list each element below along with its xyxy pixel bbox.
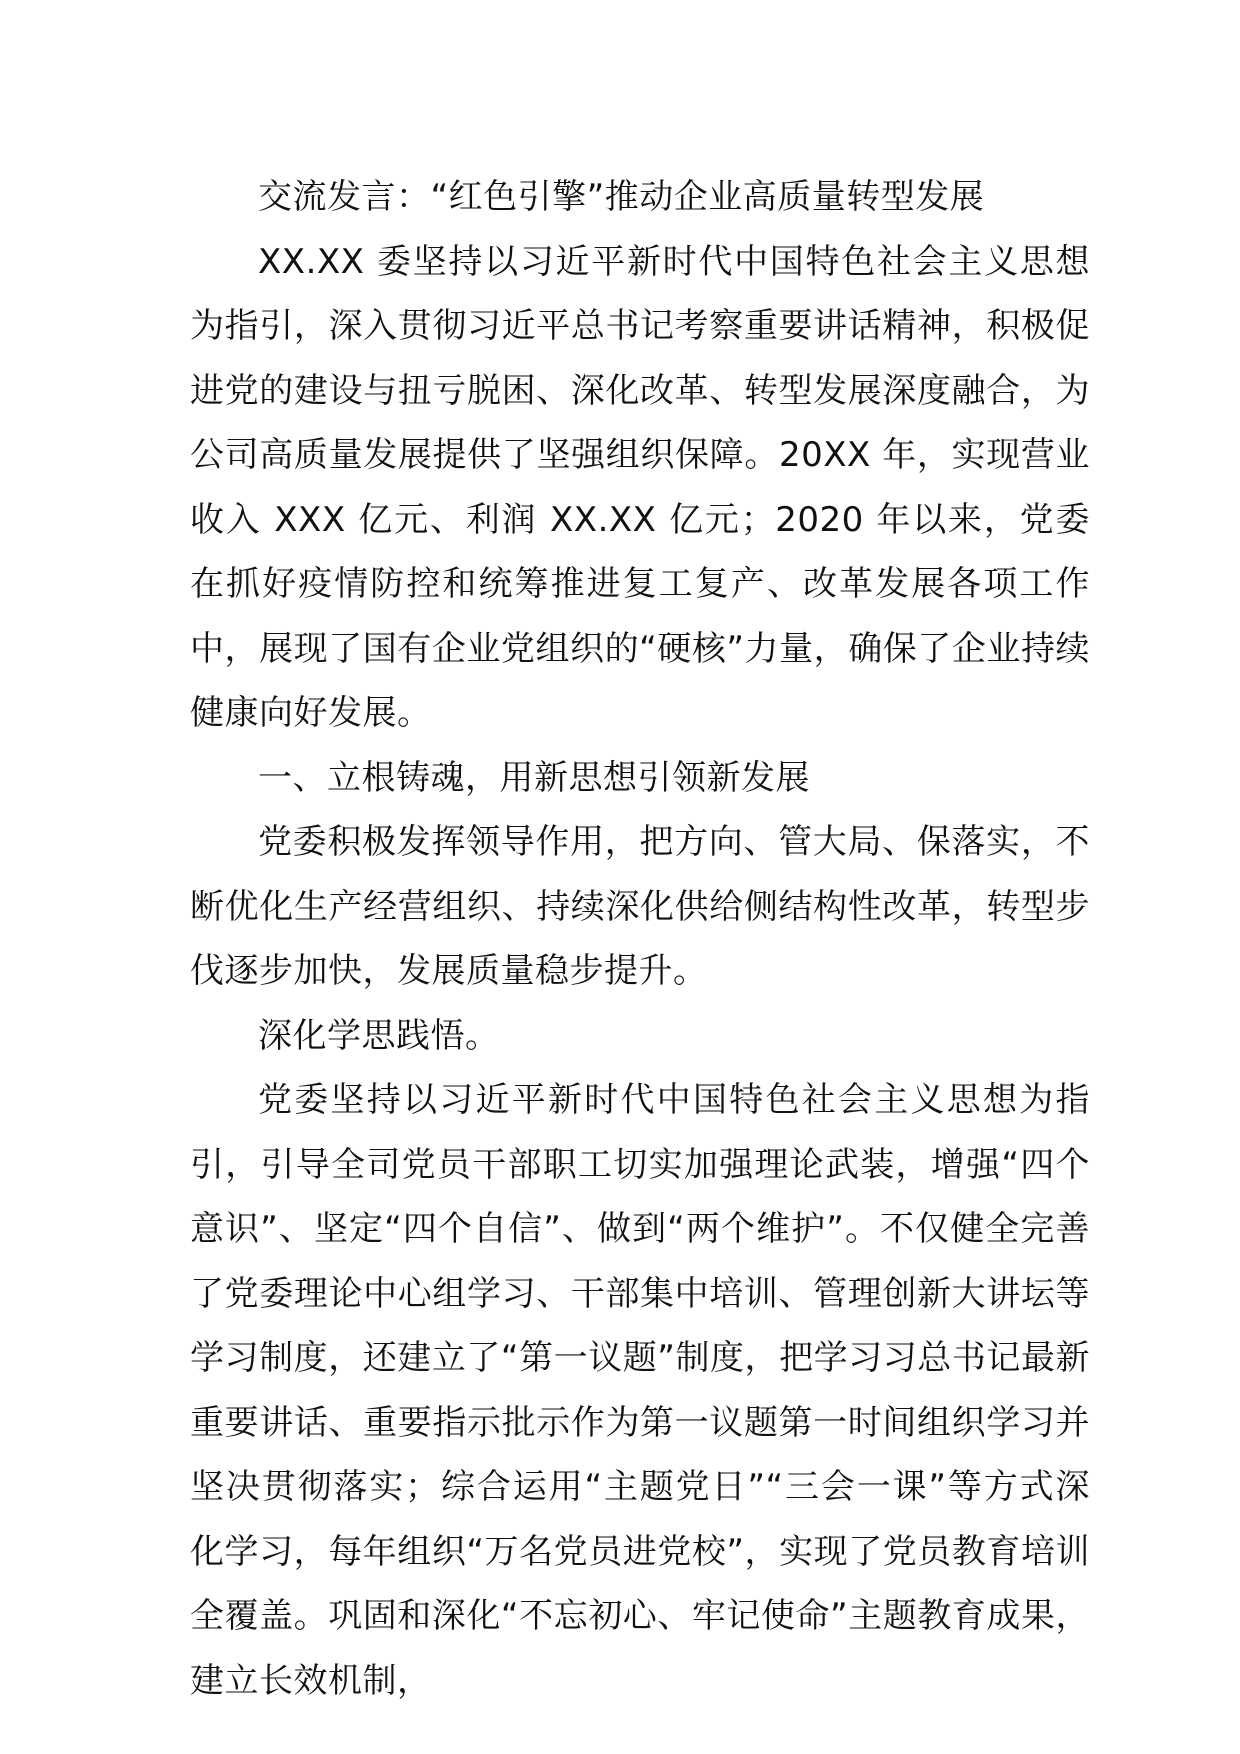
section-heading-1: 一、立根铸魂，用新思想引领新发展 bbox=[258, 757, 810, 798]
document-title: 交流发言：“红色引擎”推动企业高质量转型发展 bbox=[258, 177, 985, 217]
paragraph-intro: XX.XX 委坚持以习近平新时代中国特色社会主义思想为指引，深入贯彻习近平总书记考察重要讲话精神，积极促进党的建设与扭亏脱困、深化改革、转型发展深度融合，为公司高质量发展提供了坚强组织保障。20XX 年，实现营业收入 XXX 亿元、利润 XX.XX 亿元；2020 年以来，党委在抓好疫情防控和统筹推进复工复产、改革发展各项工作中，展现了国有企业党组织的“硬核”力量，确保了企业持续健康向好发展。 bbox=[190, 241, 1090, 733]
paragraph-section-1: 党委积极发挥领导作用，把方向、管大局、保落实，不断优化生产经营组织、持续深化供给侧结构性改革，转型步伐逐步加快，发展质量稳步提升。 bbox=[190, 822, 1090, 991]
document-body bbox=[190, 165, 1090, 1713]
subheading-study: 深化学思践悟。 bbox=[258, 1015, 500, 1056]
paragraph-study: 党委坚持以习近平新时代中国特色社会主义思想为指引，引导全司党员干部职工切实加强理论武装，增强“四个意识”、坚定“四个自信”、做到“两个维护”。不仅健全完善了党委理论中心组学习、干部集中培训、管理创新大讲坛等学习制度，还建立了“第一议题”制度，把学习习总书记最新重要讲话、重要指示批示作为第一议题第一时间组织学习并坚决贯彻落实；综合运用“主题党日”“三会一课”等方式深化学习，每年组织“万名党员进党校”，实现了党员教育培训全覆盖。巩固和深化“不忘初心、牢记使命”主题教育成果，建立长效机制， bbox=[190, 1080, 1090, 1701]
